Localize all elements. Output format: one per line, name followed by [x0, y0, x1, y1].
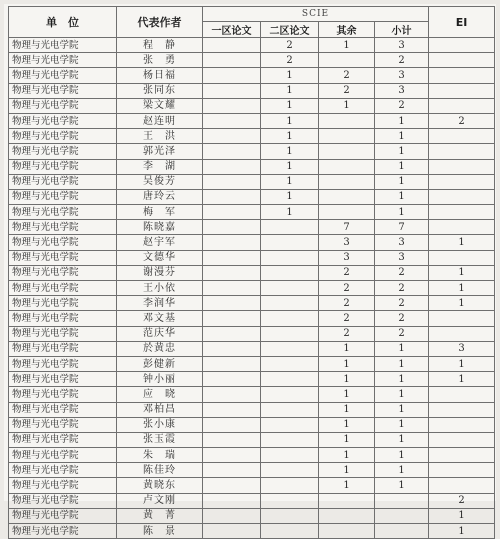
cell-zone1 — [203, 38, 261, 53]
cell-subtotal: 3 — [375, 83, 429, 98]
cell-zone2 — [261, 508, 319, 523]
cell-subtotal: 3 — [375, 38, 429, 53]
cell-zone1 — [203, 144, 261, 159]
cell-subtotal: 1 — [375, 448, 429, 463]
cell-subtotal: 1 — [375, 478, 429, 493]
cell-unit: 物理与光电学院 — [9, 281, 117, 296]
cell-ei — [429, 98, 495, 113]
cell-subtotal: 1 — [375, 372, 429, 387]
cell-author: 杨日福 — [117, 68, 203, 83]
cell-zone2 — [261, 220, 319, 235]
cell-other: 1 — [319, 402, 375, 417]
cell-ei: 1 — [429, 265, 495, 280]
cell-zone1 — [203, 296, 261, 311]
cell-author: 张 勇 — [117, 53, 203, 68]
cell-other: 1 — [319, 38, 375, 53]
cell-zone1 — [203, 356, 261, 371]
cell-other: 2 — [319, 83, 375, 98]
cell-zone1 — [203, 387, 261, 402]
cell-other — [319, 129, 375, 144]
table-row — [9, 402, 495, 417]
cell-subtotal — [375, 493, 429, 508]
cell-unit: 物理与光电学院 — [9, 372, 117, 387]
cell-zone1 — [203, 478, 261, 493]
cell-other — [319, 113, 375, 128]
cell-subtotal: 1 — [375, 144, 429, 159]
cell-ei: 1 — [429, 524, 495, 539]
cell-unit: 物理与光电学院 — [9, 387, 117, 402]
cell-subtotal: 2 — [375, 281, 429, 296]
cell-other: 1 — [319, 98, 375, 113]
cell-ei — [429, 417, 495, 432]
cell-other — [319, 174, 375, 189]
cell-ei: 2 — [429, 113, 495, 128]
table-row — [9, 220, 495, 235]
cell-author: 陈佳玲 — [117, 463, 203, 478]
cell-ei — [429, 38, 495, 53]
cell-zone1 — [203, 250, 261, 265]
cell-unit: 物理与光电学院 — [9, 53, 117, 68]
header-subtotal: 小计 — [375, 22, 429, 38]
table-row — [9, 129, 495, 144]
cell-subtotal: 1 — [375, 417, 429, 432]
cell-author: 邓柏昌 — [117, 402, 203, 417]
cell-zone2 — [261, 265, 319, 280]
table-row — [9, 326, 495, 341]
header-unit: 单 位 — [9, 7, 117, 38]
table-row — [9, 159, 495, 174]
cell-zone1 — [203, 174, 261, 189]
cell-unit: 物理与光电学院 — [9, 205, 117, 220]
cell-ei — [429, 53, 495, 68]
table-body — [9, 38, 495, 539]
cell-ei — [429, 129, 495, 144]
cell-ei — [429, 478, 495, 493]
table-row — [9, 205, 495, 220]
cell-other: 1 — [319, 463, 375, 478]
cell-ei — [429, 159, 495, 174]
cell-ei — [429, 311, 495, 326]
cell-unit: 物理与光电学院 — [9, 113, 117, 128]
cell-subtotal: 1 — [375, 205, 429, 220]
cell-author: 谢漫芬 — [117, 265, 203, 280]
cell-unit: 物理与光电学院 — [9, 265, 117, 280]
cell-zone2: 1 — [261, 174, 319, 189]
table-row — [9, 281, 495, 296]
cell-subtotal: 1 — [375, 432, 429, 447]
cell-subtotal: 1 — [375, 113, 429, 128]
cell-zone2 — [261, 311, 319, 326]
cell-ei — [429, 448, 495, 463]
cell-unit: 物理与光电学院 — [9, 235, 117, 250]
cell-zone1 — [203, 341, 261, 356]
table-row — [9, 98, 495, 113]
cell-other — [319, 524, 375, 539]
cell-author: 於黄忠 — [117, 341, 203, 356]
table-row — [9, 265, 495, 280]
cell-unit: 物理与光电学院 — [9, 98, 117, 113]
cell-zone2: 1 — [261, 83, 319, 98]
cell-subtotal: 2 — [375, 311, 429, 326]
cell-author: 张小康 — [117, 417, 203, 432]
cell-ei — [429, 387, 495, 402]
table-row — [9, 311, 495, 326]
table-row — [9, 493, 495, 508]
cell-zone2 — [261, 493, 319, 508]
cell-zone2 — [261, 432, 319, 447]
header-zone2: 二区论文 — [261, 22, 319, 38]
cell-zone1 — [203, 493, 261, 508]
cell-author: 张玉霞 — [117, 432, 203, 447]
cell-unit: 物理与光电学院 — [9, 38, 117, 53]
cell-zone2 — [261, 341, 319, 356]
table-row — [9, 478, 495, 493]
cell-ei: 1 — [429, 356, 495, 371]
cell-author: 赵宇军 — [117, 235, 203, 250]
cell-zone1 — [203, 265, 261, 280]
cell-other: 3 — [319, 250, 375, 265]
cell-zone2 — [261, 478, 319, 493]
cell-subtotal: 3 — [375, 68, 429, 83]
cell-other — [319, 205, 375, 220]
cell-author: 陈晓嘉 — [117, 220, 203, 235]
cell-author: 赵连明 — [117, 113, 203, 128]
cell-author: 彭健新 — [117, 356, 203, 371]
cell-unit: 物理与光电学院 — [9, 159, 117, 174]
cell-author: 朱 瑞 — [117, 448, 203, 463]
cell-other: 2 — [319, 265, 375, 280]
cell-subtotal — [375, 508, 429, 523]
cell-author: 王小依 — [117, 281, 203, 296]
cell-zone2 — [261, 281, 319, 296]
table-row — [9, 235, 495, 250]
cell-other: 3 — [319, 235, 375, 250]
cell-zone2: 2 — [261, 38, 319, 53]
cell-author: 卢文刚 — [117, 493, 203, 508]
cell-subtotal: 1 — [375, 402, 429, 417]
cell-zone1 — [203, 220, 261, 235]
cell-other: 7 — [319, 220, 375, 235]
cell-subtotal: 2 — [375, 326, 429, 341]
cell-unit: 物理与光电学院 — [9, 524, 117, 539]
cell-zone1 — [203, 463, 261, 478]
cell-unit: 物理与光电学院 — [9, 326, 117, 341]
cell-zone2 — [261, 296, 319, 311]
table-row — [9, 417, 495, 432]
table-row — [9, 387, 495, 402]
cell-other — [319, 53, 375, 68]
cell-zone2 — [261, 326, 319, 341]
cell-subtotal: 1 — [375, 463, 429, 478]
cell-other: 2 — [319, 296, 375, 311]
cell-zone1 — [203, 113, 261, 128]
table-row — [9, 463, 495, 478]
cell-other — [319, 508, 375, 523]
cell-other: 1 — [319, 372, 375, 387]
table-row — [9, 508, 495, 523]
cell-author: 郭光泽 — [117, 144, 203, 159]
cell-other: 1 — [319, 341, 375, 356]
cell-unit: 物理与光电学院 — [9, 432, 117, 447]
cell-author: 梅 军 — [117, 205, 203, 220]
cell-zone1 — [203, 189, 261, 204]
table-row — [9, 296, 495, 311]
cell-zone1 — [203, 53, 261, 68]
table-row — [9, 372, 495, 387]
cell-unit: 物理与光电学院 — [9, 417, 117, 432]
cell-zone1 — [203, 129, 261, 144]
table-row — [9, 53, 495, 68]
cell-other — [319, 144, 375, 159]
cell-ei: 2 — [429, 493, 495, 508]
table-row — [9, 524, 495, 539]
cell-zone1 — [203, 235, 261, 250]
cell-other: 2 — [319, 68, 375, 83]
cell-ei — [429, 205, 495, 220]
cell-unit: 物理与光电学院 — [9, 463, 117, 478]
cell-ei — [429, 432, 495, 447]
header-other: 其余 — [319, 22, 375, 38]
cell-ei — [429, 68, 495, 83]
cell-zone1 — [203, 326, 261, 341]
cell-ei — [429, 83, 495, 98]
cell-subtotal: 1 — [375, 159, 429, 174]
header-scie: SCIE — [203, 7, 429, 22]
cell-zone1 — [203, 311, 261, 326]
header-zone1: 一区论文 — [203, 22, 261, 38]
cell-unit: 物理与光电学院 — [9, 83, 117, 98]
cell-unit: 物理与光电学院 — [9, 220, 117, 235]
publication-table — [8, 6, 495, 539]
cell-author: 李润华 — [117, 296, 203, 311]
cell-unit: 物理与光电学院 — [9, 356, 117, 371]
table-row — [9, 448, 495, 463]
cell-zone1 — [203, 524, 261, 539]
cell-zone2: 1 — [261, 98, 319, 113]
cell-other: 2 — [319, 326, 375, 341]
cell-zone1 — [203, 98, 261, 113]
cell-ei — [429, 220, 495, 235]
cell-ei: 1 — [429, 281, 495, 296]
cell-unit: 物理与光电学院 — [9, 402, 117, 417]
cell-author: 陈 景 — [117, 524, 203, 539]
cell-zone2: 1 — [261, 129, 319, 144]
cell-other — [319, 189, 375, 204]
cell-ei: 1 — [429, 235, 495, 250]
cell-other — [319, 493, 375, 508]
cell-subtotal: 1 — [375, 174, 429, 189]
cell-author: 黄晓东 — [117, 478, 203, 493]
cell-ei — [429, 463, 495, 478]
cell-unit: 物理与光电学院 — [9, 493, 117, 508]
cell-author: 程 静 — [117, 38, 203, 53]
cell-other: 1 — [319, 448, 375, 463]
table-row — [9, 83, 495, 98]
document-page — [4, 4, 496, 537]
cell-unit: 物理与光电学院 — [9, 250, 117, 265]
cell-unit: 物理与光电学院 — [9, 341, 117, 356]
cell-author: 王 洪 — [117, 129, 203, 144]
cell-author: 吴俊芳 — [117, 174, 203, 189]
cell-zone1 — [203, 281, 261, 296]
cell-other: 2 — [319, 281, 375, 296]
cell-subtotal: 2 — [375, 53, 429, 68]
cell-unit: 物理与光电学院 — [9, 174, 117, 189]
table-row — [9, 38, 495, 53]
cell-author: 范庆华 — [117, 326, 203, 341]
header-row-1 — [9, 7, 495, 22]
cell-subtotal: 1 — [375, 189, 429, 204]
cell-zone2 — [261, 417, 319, 432]
table-row — [9, 68, 495, 83]
cell-ei — [429, 189, 495, 204]
table-row — [9, 113, 495, 128]
cell-other: 1 — [319, 432, 375, 447]
cell-other: 1 — [319, 356, 375, 371]
cell-zone2 — [261, 372, 319, 387]
cell-zone2: 1 — [261, 189, 319, 204]
cell-zone1 — [203, 417, 261, 432]
cell-author: 黄 菁 — [117, 508, 203, 523]
cell-zone2 — [261, 250, 319, 265]
cell-subtotal: 2 — [375, 265, 429, 280]
cell-zone2 — [261, 448, 319, 463]
cell-ei — [429, 144, 495, 159]
table-row — [9, 356, 495, 371]
cell-zone2 — [261, 402, 319, 417]
header-ei: EI — [429, 7, 495, 38]
cell-unit: 物理与光电学院 — [9, 144, 117, 159]
cell-other: 2 — [319, 311, 375, 326]
cell-author: 李 湖 — [117, 159, 203, 174]
cell-author: 张同东 — [117, 83, 203, 98]
cell-subtotal: 2 — [375, 98, 429, 113]
cell-other: 1 — [319, 478, 375, 493]
cell-author: 唐玲云 — [117, 189, 203, 204]
header-author: 代表作者 — [117, 7, 203, 38]
cell-subtotal — [375, 524, 429, 539]
cell-zone2: 1 — [261, 205, 319, 220]
cell-other — [319, 159, 375, 174]
cell-unit: 物理与光电学院 — [9, 296, 117, 311]
table-row — [9, 144, 495, 159]
table-row — [9, 341, 495, 356]
cell-ei — [429, 326, 495, 341]
cell-zone2 — [261, 235, 319, 250]
cell-zone2: 1 — [261, 68, 319, 83]
cell-author: 钟小丽 — [117, 372, 203, 387]
table-row — [9, 189, 495, 204]
cell-zone1 — [203, 372, 261, 387]
cell-zone2 — [261, 387, 319, 402]
cell-unit: 物理与光电学院 — [9, 478, 117, 493]
cell-ei: 1 — [429, 372, 495, 387]
cell-zone1 — [203, 448, 261, 463]
cell-author: 邓文基 — [117, 311, 203, 326]
cell-unit: 物理与光电学院 — [9, 448, 117, 463]
cell-zone1 — [203, 159, 261, 174]
cell-ei: 1 — [429, 296, 495, 311]
cell-zone1 — [203, 83, 261, 98]
cell-ei — [429, 250, 495, 265]
cell-other: 1 — [319, 387, 375, 402]
cell-author: 梁文耀 — [117, 98, 203, 113]
cell-subtotal: 3 — [375, 235, 429, 250]
cell-subtotal: 7 — [375, 220, 429, 235]
cell-zone1 — [203, 205, 261, 220]
table-row — [9, 250, 495, 265]
cell-zone2 — [261, 463, 319, 478]
cell-zone1 — [203, 402, 261, 417]
table-row — [9, 174, 495, 189]
cell-zone2: 1 — [261, 159, 319, 174]
cell-author: 应 晓 — [117, 387, 203, 402]
cell-zone1 — [203, 68, 261, 83]
cell-zone2 — [261, 524, 319, 539]
cell-subtotal: 1 — [375, 341, 429, 356]
cell-subtotal: 1 — [375, 387, 429, 402]
cell-zone1 — [203, 432, 261, 447]
cell-unit: 物理与光电学院 — [9, 68, 117, 83]
cell-author: 文德华 — [117, 250, 203, 265]
cell-unit: 物理与光电学院 — [9, 508, 117, 523]
cell-zone2: 1 — [261, 113, 319, 128]
cell-ei — [429, 402, 495, 417]
cell-zone2: 2 — [261, 53, 319, 68]
cell-ei: 3 — [429, 341, 495, 356]
cell-zone2: 1 — [261, 144, 319, 159]
cell-ei — [429, 174, 495, 189]
cell-subtotal: 3 — [375, 250, 429, 265]
cell-unit: 物理与光电学院 — [9, 189, 117, 204]
table-row — [9, 432, 495, 447]
cell-unit: 物理与光电学院 — [9, 129, 117, 144]
cell-ei: 1 — [429, 508, 495, 523]
cell-unit: 物理与光电学院 — [9, 311, 117, 326]
cell-subtotal: 1 — [375, 356, 429, 371]
cell-zone2 — [261, 356, 319, 371]
cell-subtotal: 2 — [375, 296, 429, 311]
cell-subtotal: 1 — [375, 129, 429, 144]
cell-zone1 — [203, 508, 261, 523]
cell-other: 1 — [319, 417, 375, 432]
